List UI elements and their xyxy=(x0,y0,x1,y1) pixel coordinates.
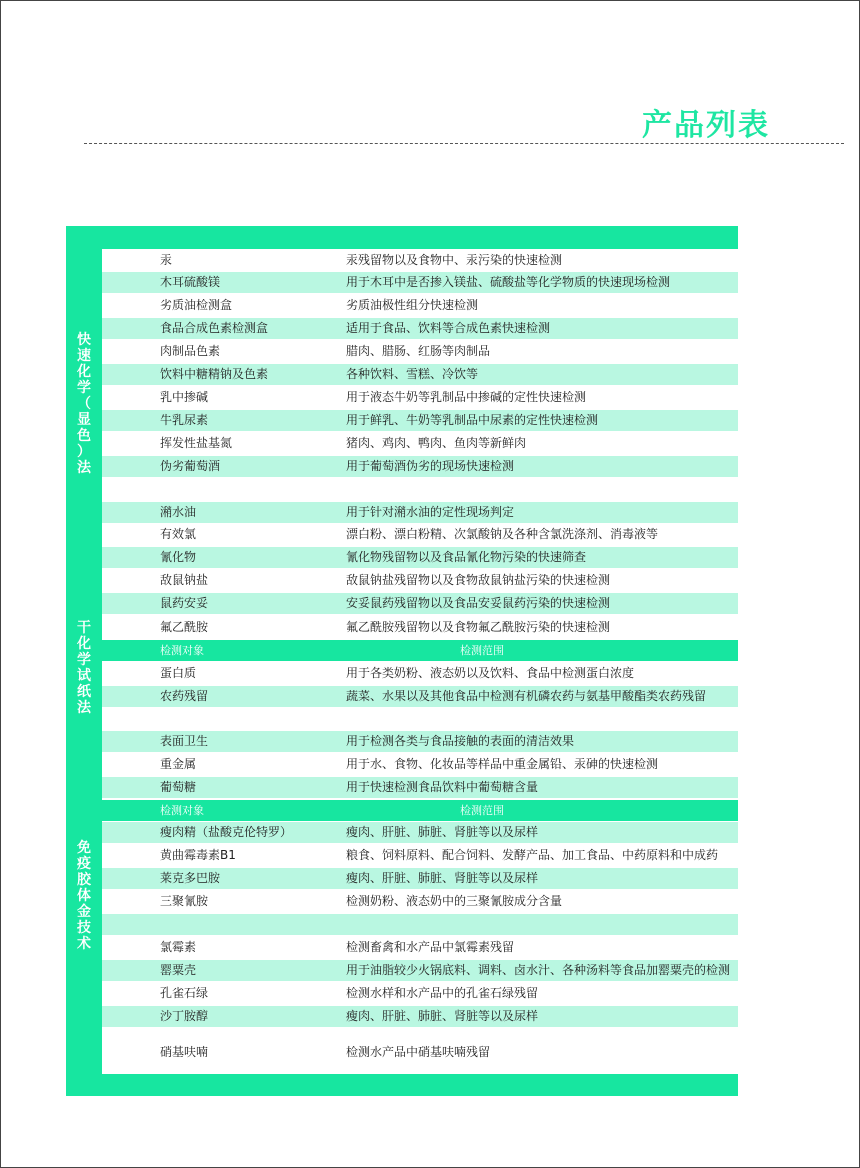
product-name-cell: 莱克多巴胺 xyxy=(160,871,221,885)
table-row xyxy=(102,663,738,684)
table-header-row xyxy=(102,800,738,821)
product-name-cell: 氰化物 xyxy=(160,550,197,564)
table-row xyxy=(102,272,738,293)
table-row xyxy=(102,1041,738,1064)
table-row xyxy=(102,845,738,866)
table-row xyxy=(102,868,738,889)
table-row xyxy=(102,341,738,362)
product-name-cell: 有效氯 xyxy=(160,527,197,541)
table-row xyxy=(102,570,738,591)
product-desc-cell: 用于检测各类与食品接触的表面的清洁效果 xyxy=(346,734,575,748)
product-name-cell: 氟乙酰胺 xyxy=(160,620,209,634)
product-name-cell: 罂粟壳 xyxy=(160,963,197,977)
table-row xyxy=(102,1006,738,1027)
product-desc-cell: 用于快速检测食品饮料中葡萄糖含量 xyxy=(346,780,539,794)
product-desc-cell: 蔬菜、水果以及其他食品中检测有机磷农药与氨基甲酸酯类农药残留 xyxy=(346,689,707,703)
section-label-colloidal-gold: 免 疫 胶 体 金 技 术 xyxy=(77,840,91,952)
product-desc-cell: 检测水产品中硝基呋喃残留 xyxy=(346,1045,491,1059)
table-row xyxy=(102,822,738,843)
product-desc-cell: 用于鲜乳、牛奶等乳制品中尿素的定性快速检测 xyxy=(346,413,599,427)
table-row xyxy=(102,914,738,935)
page-title: 产品列表 xyxy=(642,108,770,143)
dashed-divider xyxy=(84,143,844,144)
product-desc-cell: 用于各类奶粉、液态奶以及饮料、食品中检测蛋白浓度 xyxy=(346,666,635,680)
header-object-cell: 检测对象 xyxy=(160,644,204,657)
product-desc-cell: 腊肉、腊肠、红肠等肉制品 xyxy=(346,344,491,358)
product-name-cell: 三聚氰胺 xyxy=(160,894,209,908)
table-row xyxy=(102,617,738,638)
table-row xyxy=(102,891,738,912)
product-name-cell: 瘦肉精（盐酸克伦特罗） xyxy=(160,825,293,839)
header-object-cell: 检测对象 xyxy=(160,804,204,817)
product-desc-cell: 检测畜禽和水产品中氯霉素残留 xyxy=(346,940,515,954)
table-row xyxy=(102,754,738,775)
product-name-cell: 孔雀石绿 xyxy=(160,986,209,1000)
table-row xyxy=(102,777,738,798)
table-row xyxy=(102,686,738,707)
section-label-colorimetric: 快 速 化 学 （ 显 色 ） 法 xyxy=(77,332,91,476)
product-desc-cell: 瘦肉、肝脏、肺脏、肾脏等以及尿样 xyxy=(346,1009,539,1023)
product-desc-cell: 用于葡萄酒伪劣的现场快速检测 xyxy=(346,459,515,473)
product-desc-cell: 适用于食品、饮料等合成色素快速检测 xyxy=(346,321,551,335)
table-row xyxy=(102,709,738,730)
product-name-cell: 伪劣葡萄酒 xyxy=(160,459,221,473)
product-name-cell: 牛乳尿素 xyxy=(160,413,209,427)
product-name-cell: 木耳硫酸镁 xyxy=(160,275,221,289)
product-desc-cell: 用于液态牛奶等乳制品中掺碱的定性快速检测 xyxy=(346,390,587,404)
section-label-test-strip: 干 化 学 试 纸 法 xyxy=(77,620,91,716)
header-scope-cell: 检测范围 xyxy=(460,804,504,817)
product-name-cell: 食品合成色素检测盒 xyxy=(160,321,269,335)
product-desc-cell: 瘦肉、肝脏、肺脏、肾脏等以及尿样 xyxy=(346,825,539,839)
product-desc-cell: 漂白粉、漂白粉精、次氯酸钠及各种含氯洗涤剂、消毒液等 xyxy=(346,527,659,541)
table-row xyxy=(102,479,738,500)
product-name-cell: 黄曲霉毒素B1 xyxy=(160,848,236,862)
product-name-cell: 表面卫生 xyxy=(160,734,209,748)
table-row xyxy=(102,547,738,568)
product-desc-cell: 用于木耳中是否掺入镁盐、硫酸盐等化学物质的快速现场检测 xyxy=(346,275,671,289)
table-row xyxy=(102,1029,738,1041)
product-desc-cell: 检测奶粉、液态奶中的三聚氰胺成分含量 xyxy=(346,894,563,908)
table-row xyxy=(102,593,738,614)
table-row xyxy=(102,937,738,958)
product-desc-cell: 敌鼠钠盐残留物以及食物敌鼠钠盐污染的快速检测 xyxy=(346,573,611,587)
product-name-cell: 沙丁胺醇 xyxy=(160,1009,209,1023)
table-row xyxy=(102,502,738,523)
product-name-cell: 饮料中糖精钠及色素 xyxy=(160,367,269,381)
product-desc-cell: 猪肉、鸡肉、鸭肉、鱼肉等新鲜肉 xyxy=(346,436,527,450)
product-name-cell: 乳中掺碱 xyxy=(160,390,209,404)
table-row xyxy=(102,456,738,477)
product-desc-cell: 用于油脂较少火锅底料、调料、卤水汁、各种汤料等食品加罂粟壳的检测 xyxy=(346,963,731,977)
product-name-cell: 潲水油 xyxy=(160,505,197,519)
table-row xyxy=(102,387,738,408)
table-row xyxy=(102,250,738,271)
product-name-cell: 汞 xyxy=(160,253,173,267)
product-desc-cell: 氟乙酰胺残留物以及食物氟乙酰胺污染的快速检测 xyxy=(346,620,611,634)
table-row xyxy=(102,318,738,339)
product-name-cell: 重金属 xyxy=(160,757,197,771)
table-row xyxy=(102,960,738,981)
table-row xyxy=(102,731,738,752)
product-desc-cell: 安妥鼠药残留物以及食品安妥鼠药污染的快速检测 xyxy=(346,596,611,610)
product-desc-cell: 劣质油极性组分快速检测 xyxy=(346,298,479,312)
product-desc-cell: 用于针对潲水油的定性现场判定 xyxy=(346,505,515,519)
product-name-cell: 农药残留 xyxy=(160,689,209,703)
product-name-cell: 劣质油检测盒 xyxy=(160,298,233,312)
product-desc-cell: 用于水、食物、化妆品等样品中重金属铅、汞砷的快速检测 xyxy=(346,757,659,771)
product-name-cell: 氯霉素 xyxy=(160,940,197,954)
product-name-cell: 蛋白质 xyxy=(160,666,197,680)
table-row xyxy=(102,524,738,545)
product-desc-cell: 粮食、饲料原料、配合饲料、发酵产品、加工食品、中药原料和中成药 xyxy=(346,848,719,862)
product-name-cell: 敌鼠钠盐 xyxy=(160,573,209,587)
product-desc-cell: 各种饮料、雪糕、冷饮等 xyxy=(346,367,479,381)
table-header-row xyxy=(102,640,738,661)
product-name-cell: 鼠药安妥 xyxy=(160,596,209,610)
header-scope-cell: 检测范围 xyxy=(460,644,504,657)
table-row xyxy=(102,364,738,385)
product-name-cell: 肉制品色素 xyxy=(160,344,221,358)
product-desc-cell: 检测水样和水产品中的孔雀石绿残留 xyxy=(346,986,539,1000)
product-name-cell: 硝基呋喃 xyxy=(160,1045,209,1059)
product-desc-cell: 氰化物残留物以及食品氰化物污染的快速筛查 xyxy=(346,550,587,564)
product-desc-cell: 瘦肉、肝脏、肺脏、肾脏等以及尿样 xyxy=(346,871,539,885)
product-name-cell: 葡萄糖 xyxy=(160,780,197,794)
product-desc-cell: 汞残留物以及食物中、汞污染的快速检测 xyxy=(346,253,563,267)
table-row xyxy=(102,410,738,431)
table-row xyxy=(102,433,738,454)
product-name-cell: 挥发性盐基氮 xyxy=(160,436,233,450)
table-row xyxy=(102,983,738,1004)
table-row xyxy=(102,295,738,316)
